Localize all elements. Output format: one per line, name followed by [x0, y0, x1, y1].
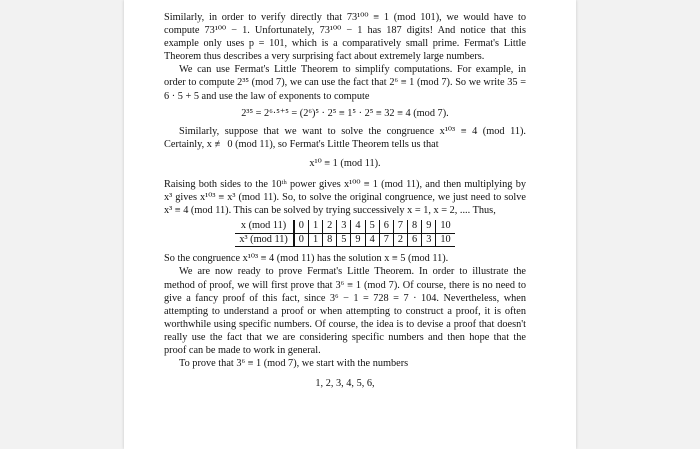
table-row-x-cubed: [235, 233, 454, 247]
paragraph-5: So the congruence x¹⁰³ ≡ 4 (mod 11) has the solution x ≡ 5 (mod 11).: [164, 253, 449, 265]
paragraph-4: Raising both sides to the 10ᵗʰ power gives x¹⁰⁰ ≡ 1 (mod 11), and then multiplying by x³ gives x¹⁰³ ≡ x³ (mod 11). So, to solve the original congruence, we just need to solve x³ ≡ 4 (mod 11). This can be solved by trying successively x = 1, x = 2, .... Thus,: [164, 179, 526, 217]
table-cell: 0: [294, 220, 309, 233]
cube-residue-table: [235, 220, 454, 247]
table-cell: 2: [323, 220, 337, 233]
paragraph-1: Similarly, in order to verify directly that 73¹⁰⁰ ≡ 1 (mod 101), we would have to compute 73¹⁰⁰ − 1. Unfortunately, 73¹⁰⁰ − 1 has 187 digits! And notice that this example only uses p = 101, which is a comparatively small prime. Fermat's Little Theorem thus describes a very surprising fact about extremely large numbers.: [164, 12, 526, 63]
table-cell: 2: [393, 233, 407, 247]
table-cell: 7: [379, 233, 393, 247]
equation-2-35-mod-7: 2³⁵ = 2⁶·⁵⁺⁵ = (2⁶)⁵ · 2⁵ ≡ 1⁵ · 2⁵ ≡ 32 ≡ 4 (mod 7).: [241, 107, 449, 119]
table-cell: 3: [422, 233, 436, 247]
paragraph-7: To prove that 3⁶ ≡ 1 (mod 7), we start with the numbers: [179, 358, 409, 370]
table-cell: 8: [323, 233, 337, 247]
table-cell: 7: [393, 220, 407, 233]
paragraph-6: We are now ready to prove Fermat's Little Theorem. In order to illustrate the method of proof, we will first prove that 3⁶ ≡ 1 (mod 7). Of course, there is no need to give a fancy proof of this fact, since 3⁶ − 1 = 728 = 7 · 104. Nevertheless, when attempting to understand a proof or when attempting to construct a proof, it is often worthwhile using specific numbers. Of course, the idea is to devise a proof that doesn't really use the fact that we are considering specific numbers and then hope that the proof can be made to work in general.: [164, 266, 526, 356]
table-row-x: [235, 220, 454, 233]
table-cell: 5: [365, 220, 379, 233]
table-cell: 10: [436, 233, 455, 247]
table-cell: 9: [422, 220, 436, 233]
page-content: [164, 11, 526, 390]
table-cell: 1: [308, 233, 322, 247]
table-cell: 6: [408, 233, 422, 247]
table-cell: 4: [365, 233, 379, 247]
paragraph-2: We can use Fermat's Little Theorem to simplify computations. For example, in order to compute 2³⁵ (mod 7), we can use the fact that 2⁶ ≡ 1 (mod 7). So we write 35 = 6 · 5 + 5 and use the law of exponents to compute: [164, 64, 526, 102]
table-header-x: x (mod 11): [235, 220, 293, 233]
table-cell: 4: [351, 220, 365, 233]
paragraph-3: Similarly, suppose that we want to solve the congruence x¹⁰³ ≡ 4 (mod 11). Certainly, x ≢ 0 (mod 11), so Fermat's Little Theorem tells us that: [164, 125, 526, 150]
table-cell: 6: [379, 220, 393, 233]
document-page: [124, 0, 576, 449]
equation-number-list: 1, 2, 3, 4, 5, 6,: [315, 378, 375, 390]
table-cell: 3: [337, 220, 351, 233]
table-cell: 1: [308, 220, 322, 233]
table-cell: 0: [294, 233, 309, 247]
table-header-x-cubed: x³ (mod 11): [235, 233, 293, 247]
table-cell: 10: [436, 220, 455, 233]
equation-x10-mod-11: x¹⁰ ≡ 1 (mod 11).: [309, 157, 381, 169]
table-cell: 8: [408, 220, 422, 233]
table-cell: 5: [337, 233, 351, 247]
table-cell: 9: [351, 233, 365, 247]
